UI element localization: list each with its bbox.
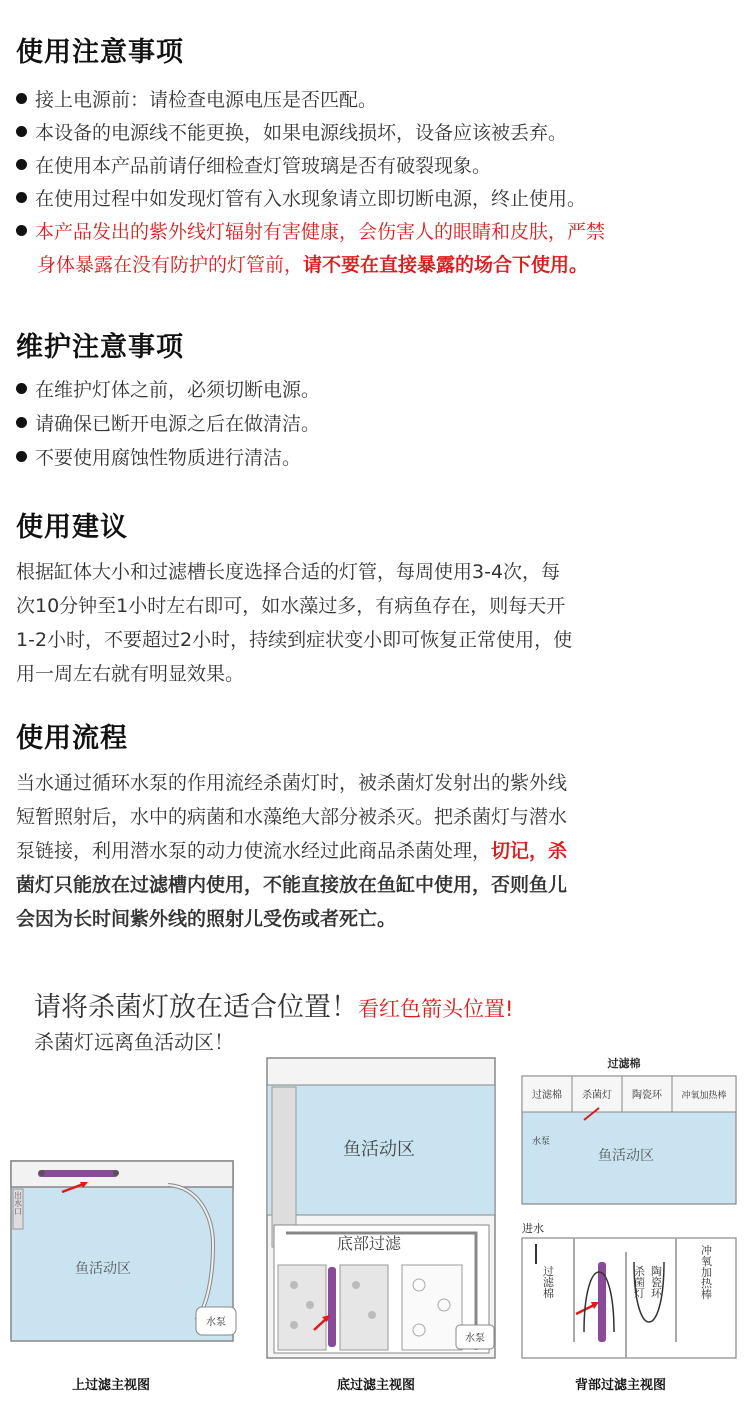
media-dot [306, 1301, 314, 1309]
lamp-cap [39, 1170, 45, 1176]
bullet-icon [16, 417, 27, 428]
bullet-icon [16, 159, 27, 170]
zone-label: 鱼活动区 [343, 1139, 415, 1160]
section-title-precautions: 使用注意事项 [16, 37, 184, 68]
lamp-cap [113, 1170, 119, 1176]
pump-label: 水泵 [532, 1137, 551, 1147]
process-line: 菌灯只能放在过滤槽内使用，不能直接放在鱼缸中使用，否则鱼儿 [16, 874, 568, 896]
section-title-process: 使用流程 [16, 723, 128, 754]
cell-label: 陶瓷环 [632, 1090, 662, 1101]
process-line: 泵链接，利用潜水泵的动力使流水经过此商品杀菌处理，切记，杀 [16, 840, 568, 862]
diagram-subtitle: 杀菌灯远离鱼活动区！ [34, 1030, 234, 1054]
filter-label: 底部过滤 [336, 1234, 402, 1253]
filter-media-3 [402, 1265, 462, 1350]
suggestion-line: 次10分钟至1小时左右即可，如水藻过多，有病鱼存在，则每天开 [16, 595, 566, 617]
list-item: 不要使用腐蚀性物质进行清洁。 [16, 443, 301, 470]
media-dot [352, 1281, 360, 1289]
bullet-icon [16, 192, 27, 203]
diagram-title: 请将杀菌灯放在适合位置！看红色箭头位置! [34, 992, 514, 1023]
col-label: 冲氧加热棒 [699, 1244, 713, 1300]
uv-lamp [328, 1267, 336, 1347]
cell-label: 过滤棉 [532, 1090, 562, 1101]
bullet-icon [16, 225, 27, 236]
filter-media-2 [340, 1265, 388, 1350]
pump-label: 水泵 [206, 1317, 226, 1328]
section-title-suggestions: 使用建议 [16, 512, 128, 543]
bullet-icon [16, 126, 27, 137]
process-line: 当水通过循环水泵的作用流经杀菌灯时，被杀菌灯发射出的紫外线 [16, 772, 568, 794]
caption-top-filter: 上过滤主视图 [72, 1378, 151, 1393]
list-item: 接上电源前：请检查电源电压是否匹配。 [16, 85, 377, 112]
section-title-maintenance: 维护注意事项 [16, 332, 184, 363]
bullet-icon [16, 383, 27, 394]
list-item: 本设备的电源线不能更换，如果电源线损坏，设备应该被丢弃。 [16, 118, 567, 145]
bottom-filter-diagram [264, 1055, 500, 1365]
top-label: 过滤棉 [607, 1057, 641, 1070]
caption-back-filter: 背部过滤主视图 [575, 1378, 667, 1393]
suggestion-line: 1-2小时，不要超过2小时，持续到症状变小即可恢复正常使用，使 [16, 629, 573, 651]
caption-bottom-filter: 底过滤主视图 [337, 1378, 416, 1393]
outlet-label: 出水口 [13, 1191, 23, 1215]
media-dot [368, 1311, 376, 1319]
list-item: 在维护灯体之前，必须切断电源。 [16, 375, 320, 402]
list-item: 请确保已断开电源之后在做清洁。 [16, 409, 320, 436]
process-line: 短暂照射后，水中的病菌和水藻绝大部分被杀灭。把杀菌灯与潜水 [16, 806, 568, 828]
uv-warning-line1: 本产品发出的紫外线灯辐射有害健康，会伤害人的眼睛和皮肤，严禁 [16, 217, 605, 244]
inlet-label: 进水 [522, 1222, 544, 1235]
back-filter-diagram [514, 1052, 746, 1364]
process-line: 会因为长时间紫外线的照射儿受伤或者死亡。 [16, 908, 397, 930]
col-label: 陶瓷环 [649, 1265, 663, 1299]
suggestion-line: 用一周左右就有明显效果。 [16, 663, 245, 685]
zone-label: 鱼活动区 [75, 1261, 131, 1277]
col-label: 过滤棉 [541, 1265, 555, 1299]
media-dot [290, 1321, 298, 1329]
bullet-icon [16, 93, 27, 104]
cell-label: 杀菌灯 [582, 1090, 612, 1101]
cell-label: 冲氧加热棒 [681, 1091, 727, 1101]
zone-label: 鱼活动区 [598, 1148, 654, 1164]
top-filter-diagram [8, 1155, 240, 1360]
list-item: 在使用本产品前请仔细检查灯管玻璃是否有破裂现象。 [16, 151, 491, 178]
uv-warning-line2: 身体暴露在没有防护的灯管前，请不要在直接暴露的场合下使用。 [37, 254, 589, 276]
overflow-pipe [272, 1087, 296, 1247]
list-item: 在使用过程中如发现灯管有入水现象请立即切断电源，终止使用。 [16, 184, 586, 211]
media-dot [290, 1281, 298, 1289]
pump-label: 水泵 [465, 1333, 485, 1344]
filter-media-1 [278, 1265, 326, 1350]
bullet-icon [16, 451, 27, 462]
uv-lamp [598, 1262, 606, 1342]
suggestion-line: 根据缸体大小和过滤槽长度选择合适的灯管，每周使用3-4次，每 [16, 561, 561, 583]
uv-lamp [38, 1170, 118, 1177]
col-label: 杀菌灯 [632, 1265, 646, 1299]
